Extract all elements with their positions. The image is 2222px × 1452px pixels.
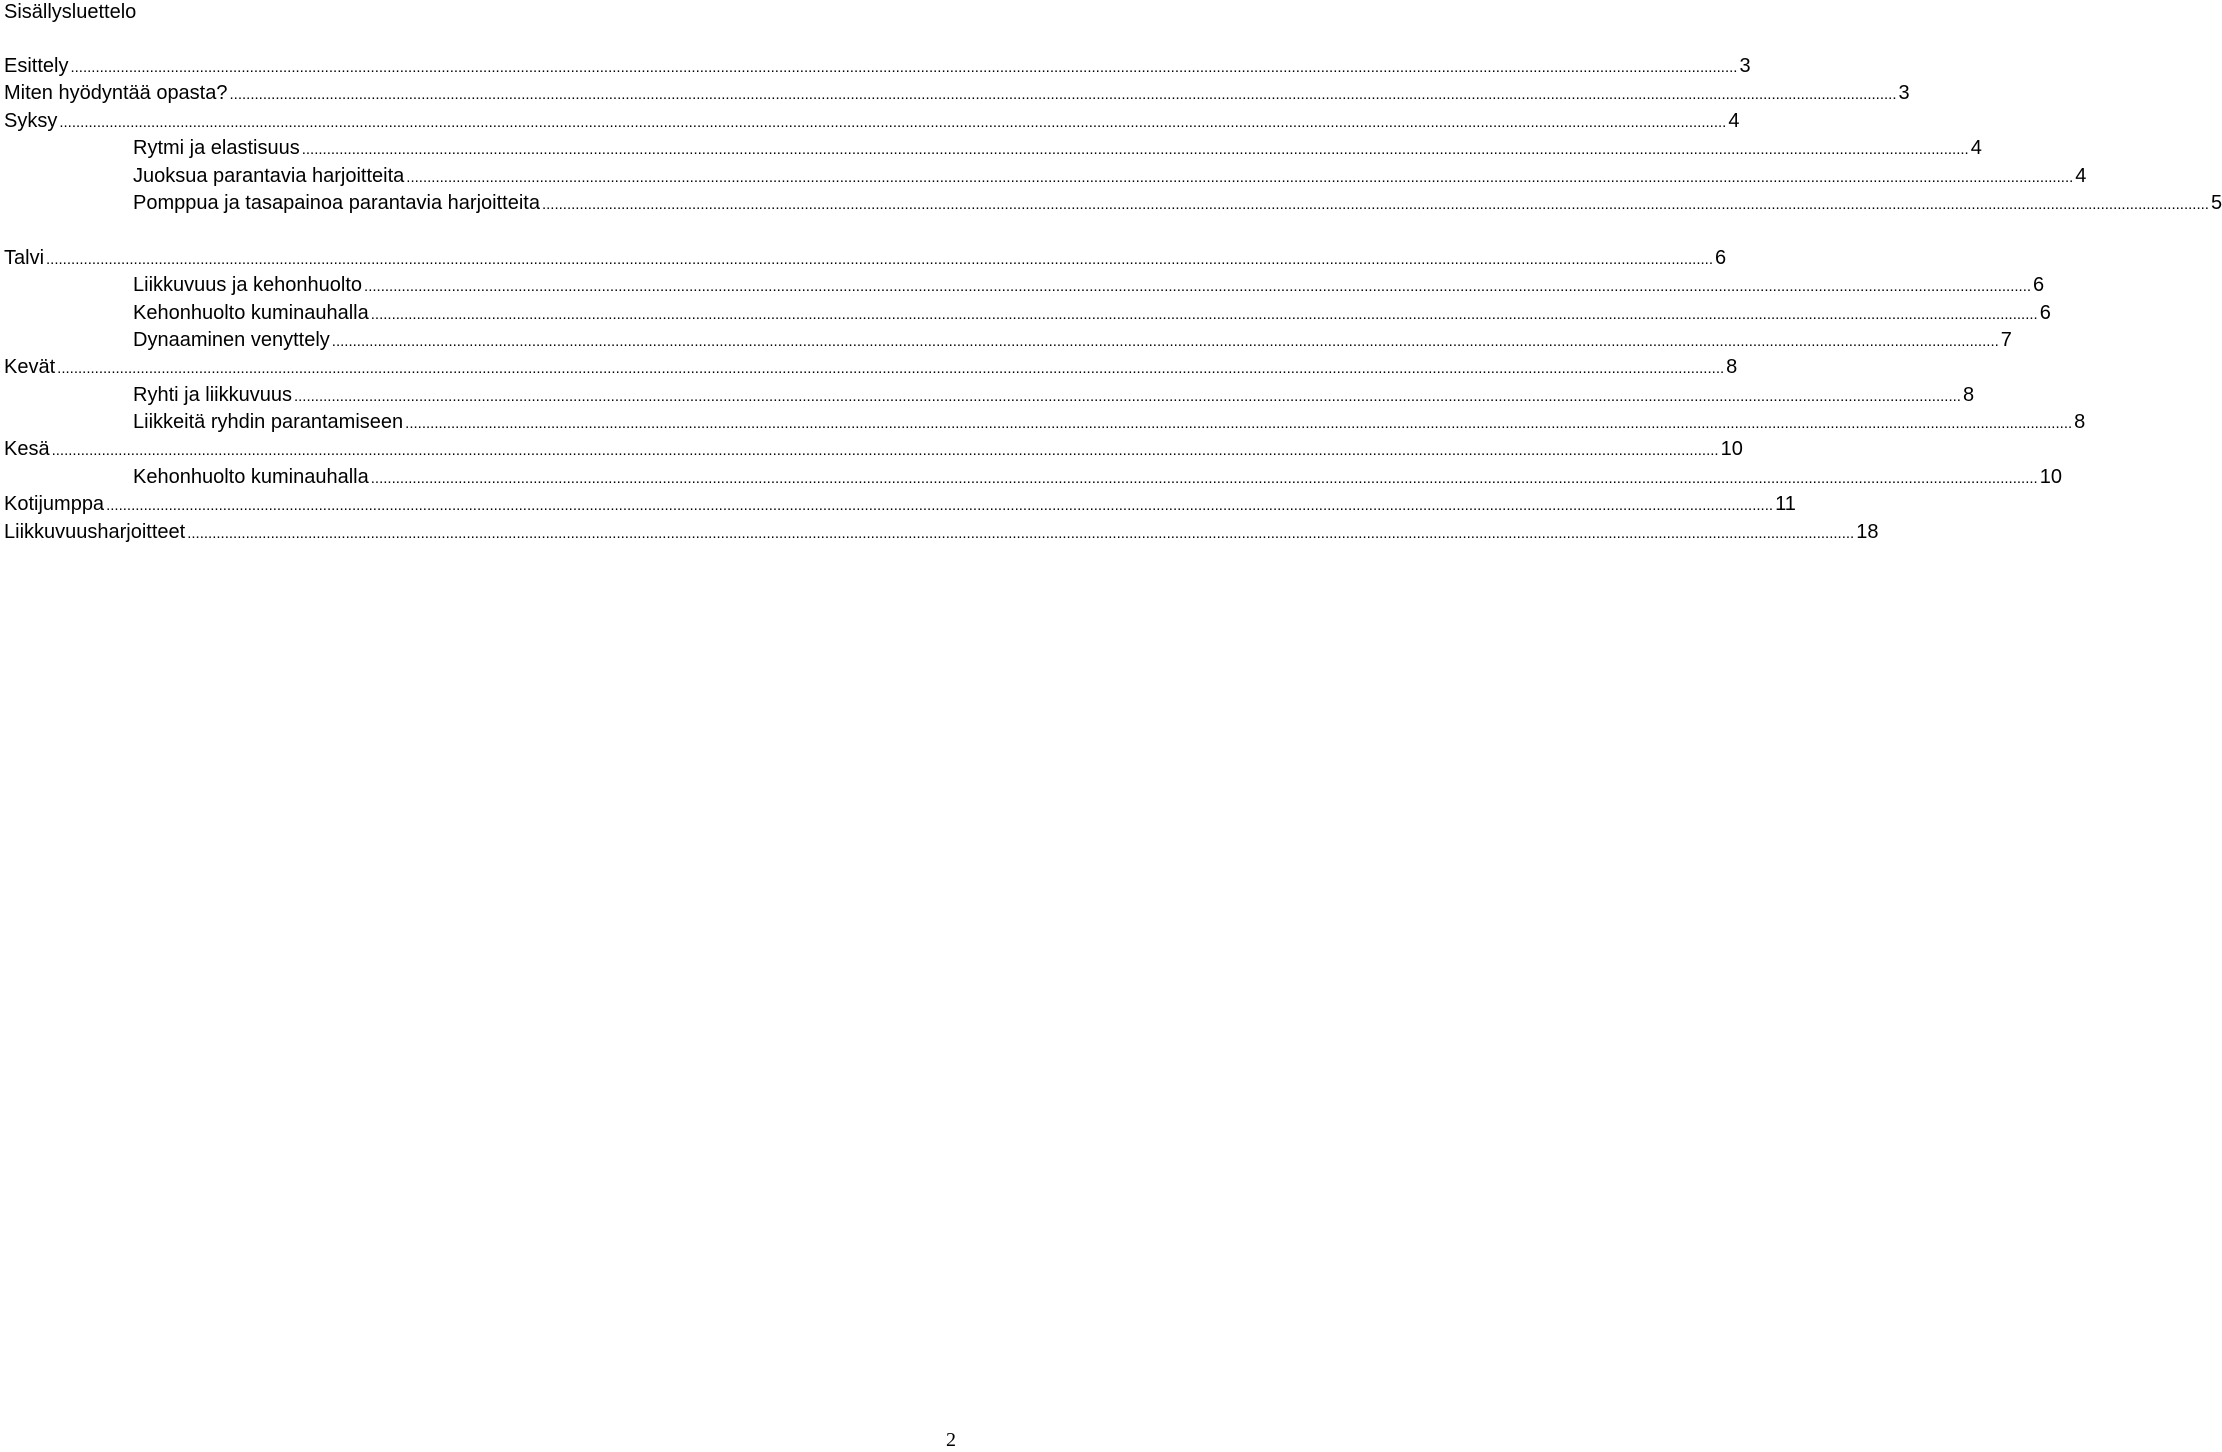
toc-entry-label: Syksy: [4, 109, 58, 132]
dot-leader: ................................................................................................................................................................................................................................................................................................................................................................................................................: [370, 469, 2038, 487]
toc-entry-page: 6: [2039, 301, 2051, 324]
dot-leader: ................................................................................................................................................................................................................................................................................................................................................................................................................: [59, 113, 1727, 131]
dot-leader: ................................................................................................................................................................................................................................................................................................................................................................................................................: [293, 387, 1961, 405]
toc-entry-label: Miten hyödyntää opasta?: [4, 82, 228, 105]
toc-entry-page: 6: [2033, 274, 2045, 297]
dot-leader: ................................................................................................................................................................................................................................................................................................................................................................................................................: [541, 195, 2209, 213]
dot-leader: ................................................................................................................................................................................................................................................................................................................................................................................................................: [364, 278, 2032, 296]
toc-entry-page: 8: [1962, 383, 1975, 406]
toc-entry-label: Kehonhuolto kuminauhalla: [133, 301, 369, 324]
toc-entry-page: 10: [1720, 438, 1743, 461]
toc-entry-page: 5: [2210, 191, 2222, 214]
toc-entry-label: Liikkeitä ryhdin parantamiseen: [133, 411, 404, 434]
toc-entry-label: Liikkuvuus ja kehonhuolto: [133, 274, 363, 297]
toc-entry[interactable]: [4, 300, 2051, 327]
toc-entry-page: 4: [2075, 164, 2087, 187]
toc-entry[interactable]: [4, 272, 2045, 299]
toc-entry[interactable]: [4, 327, 2012, 354]
toc-entry-page: 18: [1856, 520, 1879, 543]
toc-entry-page: 4: [1970, 137, 1982, 160]
toc-entry-page: 10: [2039, 465, 2062, 488]
toc-entry-page: 8: [2074, 411, 2086, 434]
table-of-contents: [4, 53, 2222, 546]
dot-leader: ................................................................................................................................................................................................................................................................................................................................................................................................................: [57, 360, 1725, 378]
toc-entry-label: Talvi: [4, 246, 45, 269]
toc-entry-label: Kesä: [4, 438, 50, 461]
toc-entry[interactable]: [4, 53, 1751, 80]
toc-entry[interactable]: [4, 80, 1910, 107]
toc-entry[interactable]: [4, 382, 1975, 409]
toc-entry-page: 4: [1728, 109, 1740, 132]
dot-leader: ................................................................................................................................................................................................................................................................................................................................................................................................................: [405, 415, 2073, 433]
toc-entry-page: 3: [1898, 82, 1910, 105]
dot-leader: ................................................................................................................................................................................................................................................................................................................................................................................................................: [331, 332, 1999, 350]
toc-entry-label: Liikkuvuusharjoitteet: [4, 520, 186, 543]
toc-entry[interactable]: [4, 245, 1727, 272]
toc-entry-page: 6: [1715, 246, 1727, 269]
toc-entry-label: Esittely: [4, 55, 69, 77]
dot-leader: ................................................................................................................................................................................................................................................................................................................................................................................................................: [301, 141, 1969, 159]
dot-leader: ................................................................................................................................................................................................................................................................................................................................................................................................................: [70, 59, 1738, 76]
toc-entry-page: 7: [2000, 328, 2012, 351]
toc-entry[interactable]: [4, 409, 2086, 436]
toc-entry[interactable]: [4, 354, 1738, 381]
toc-entry-label: Pomppua ja tasapainoa parantavia harjoitteita: [133, 191, 540, 214]
dot-leader: ................................................................................................................................................................................................................................................................................................................................................................................................................: [370, 305, 2038, 323]
toc-entry[interactable]: [4, 108, 1740, 135]
toc-entry-page: 8: [1726, 356, 1738, 379]
dot-leader: ................................................................................................................................................................................................................................................................................................................................................................................................................: [406, 168, 2074, 186]
toc-entry[interactable]: [4, 163, 2087, 190]
dot-leader: ................................................................................................................................................................................................................................................................................................................................................................................................................: [229, 86, 1897, 104]
toc-entry-label: Ryhti ja liikkuvuus: [133, 383, 292, 406]
toc-entry[interactable]: [4, 436, 1743, 463]
page-number: 2: [946, 1429, 956, 1451]
toc-entry[interactable]: [4, 190, 2222, 217]
dot-leader: ................................................................................................................................................................................................................................................................................................................................................................................................................: [106, 497, 1774, 515]
dot-leader: ................................................................................................................................................................................................................................................................................................................................................................................................................: [51, 442, 1719, 460]
toc-entry-label: Kehonhuolto kuminauhalla: [133, 465, 369, 488]
toc-entry-label: Juoksua parantavia harjoitteita: [133, 164, 405, 187]
toc-entry-page: 3: [1739, 55, 1751, 77]
page-title: Sisällysluettelo: [4, 1, 137, 23]
toc-entry[interactable]: [4, 491, 1796, 518]
dot-leader: ................................................................................................................................................................................................................................................................................................................................................................................................................: [187, 524, 1855, 542]
toc-entry[interactable]: [4, 519, 1879, 546]
toc-entry-label: Rytmi ja elastisuus: [133, 137, 300, 160]
toc-entry-label: Dynaaminen venyttely: [133, 328, 330, 351]
dot-leader: ................................................................................................................................................................................................................................................................................................................................................................................................................: [46, 250, 1714, 268]
toc-entry-label: Kotijumppa: [4, 493, 105, 516]
toc-entry[interactable]: [4, 464, 2062, 491]
toc-entry-page: 11: [1775, 493, 1796, 516]
toc-entry[interactable]: [4, 135, 1982, 162]
toc-entry-label: Kevät: [4, 356, 56, 379]
